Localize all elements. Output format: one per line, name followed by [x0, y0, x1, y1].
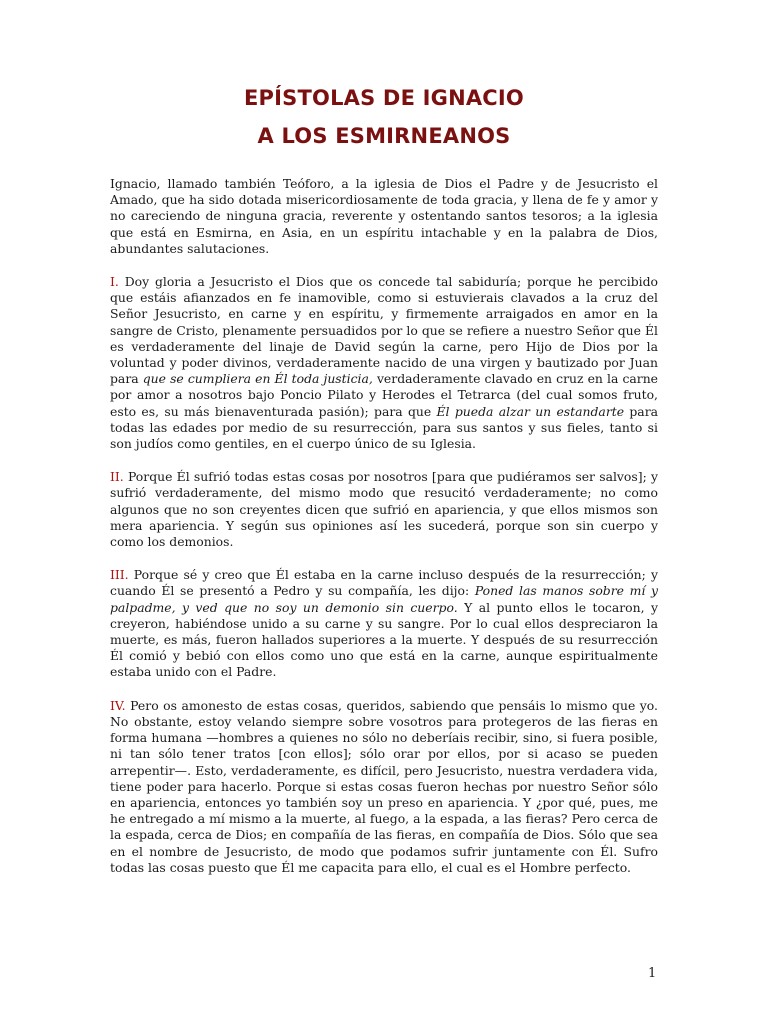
- section-iv-paragraph: [110, 698, 658, 876]
- italic-quote: Él pueda alzar un estandarte: [436, 403, 625, 419]
- italic-quote: Poned las manos sobre mí y palpadme, y ved que no soy un demonio sin cuerpo.: [110, 583, 658, 615]
- section-text: Doy gloria a Jesucristo el Dios que os concede tal sabiduría; porque he percibido que estáis afianzados en fe inamovible, como si estuvierais clavados a la cruz del Señor Jesucristo, en carne y en espíritu, y firmemente arraigados en amor en la sangre de Cristo, plenamente persuadidos por lo que se refiere a nuestro Señor que Él es verdaderamente del linaje de David según la carne, pero Hijo de Dios por la voluntad y poder divinos, verdaderamente nacido de una virgen y bautizado por Juan para: [110, 274, 658, 387]
- page-number: 1: [648, 966, 657, 981]
- section-i-paragraph: [110, 274, 658, 452]
- section-numeral: IV.: [110, 697, 126, 713]
- intro-paragraph: Ignacio, llamado también Teóforo, a la iglesia de Dios el Padre y de Jesucristo el Amado, que ha sido dotada misericordiosamente de toda gracia, y llena de fe y amor y no careciendo de ninguna gracia, reverente y ostentando santos tesoros; a la iglesia que está en Esmirna, en Asia, en un espíritu intachable y en la palabra de Dios, abundantes salutaciones.: [110, 176, 658, 256]
- section-text: Pero os amonesto de estas cosas, queridos, sabiendo que pensáis lo mismo que yo. No obstante, estoy velando siempre sobre vosotros para protegeros de las fieras en forma humana —hombres a quienes no sólo no deberíais recibir, sino, si fuera posible, ni tan sólo tener tratos [con ellos]; sólo orar por ellos, por si acaso se pueden arrepentir—. Esto, verdaderamente, es difícil, pero Jesucristo, nuestra verdadera vida, tiene poder para hacerlo. Porque si estas cosas fueron hechas por nuestro Señor sólo en apariencia, entonces yo también soy un preso en apariencia. Y ¿por qué, pues, me he entregado a mí mismo a la muerte, al fuego, a la espada, a las fieras? Pero cerca de la espada, cerca de Dios; en compañía de las fieras, en compañía de Dios. Sólo que sea en el nombre de Jesucristo, de modo que podamos sufrir juntamente con Él. Sufro todas las cosas puesto que Él me capacita para ello, el cual es el Hombre perfecto.: [110, 697, 658, 875]
- section-numeral: I.: [110, 274, 119, 290]
- section-text: Porque Él sufrió todas estas cosas por nosotros [para que pudiéramos ser salvos]; y sufrió verdaderamente, del mismo modo que resucitó verdaderamente; no como algunos que no son creyentes dicen que sufrió en apariencia, y que ellos mismos son mera apariencia. Y según sus opiniones así les sucederá, porque son sin cuerpo y como los demonios.: [110, 469, 658, 550]
- section-text: Porque sé y creo que Él estaba en la carne incluso después de la resurrección; y cuando Él se presentó a Pedro y su compañía, les dijo:: [110, 567, 658, 599]
- section-numeral: II.: [110, 469, 124, 485]
- section-iii-paragraph: [110, 567, 658, 680]
- document-page: [110, 84, 658, 876]
- italic-quote: que se cumpliera en Él toda justicia,: [142, 371, 373, 387]
- document-title: EPÍSTOLAS DE IGNACIO: [244, 86, 524, 110]
- section-text: Y al punto ellos le tocaron, y creyeron, habiéndose unido a su carne y su sangre. Por lo cual ellos despreciaron la muerte, es más, fueron hallados superiores a la muerte. Y después de su resurrección Él comió y bebió con ellos como uno que está en la carne, aunque espiritualmente estaba unido con el Padre.: [110, 599, 658, 680]
- section-numeral: III.: [110, 567, 129, 583]
- section-text: para todas las edades por medio de su resurrección, para sus santos y sus fieles, tanto si son judíos como gentiles, en el cuerpo único de su Iglesia.: [110, 403, 658, 452]
- section-ii-paragraph: [110, 469, 658, 550]
- document-subtitle: A LOS ESMIRNEANOS: [257, 124, 511, 148]
- section-text: verdaderamente clavado en cruz en la carne por amor a nosotros bajo Poncio Pilato y Herodes el Tetrarca (del cual somos fruto, esto es, su más bienaventurada pasión); para que: [110, 371, 659, 419]
